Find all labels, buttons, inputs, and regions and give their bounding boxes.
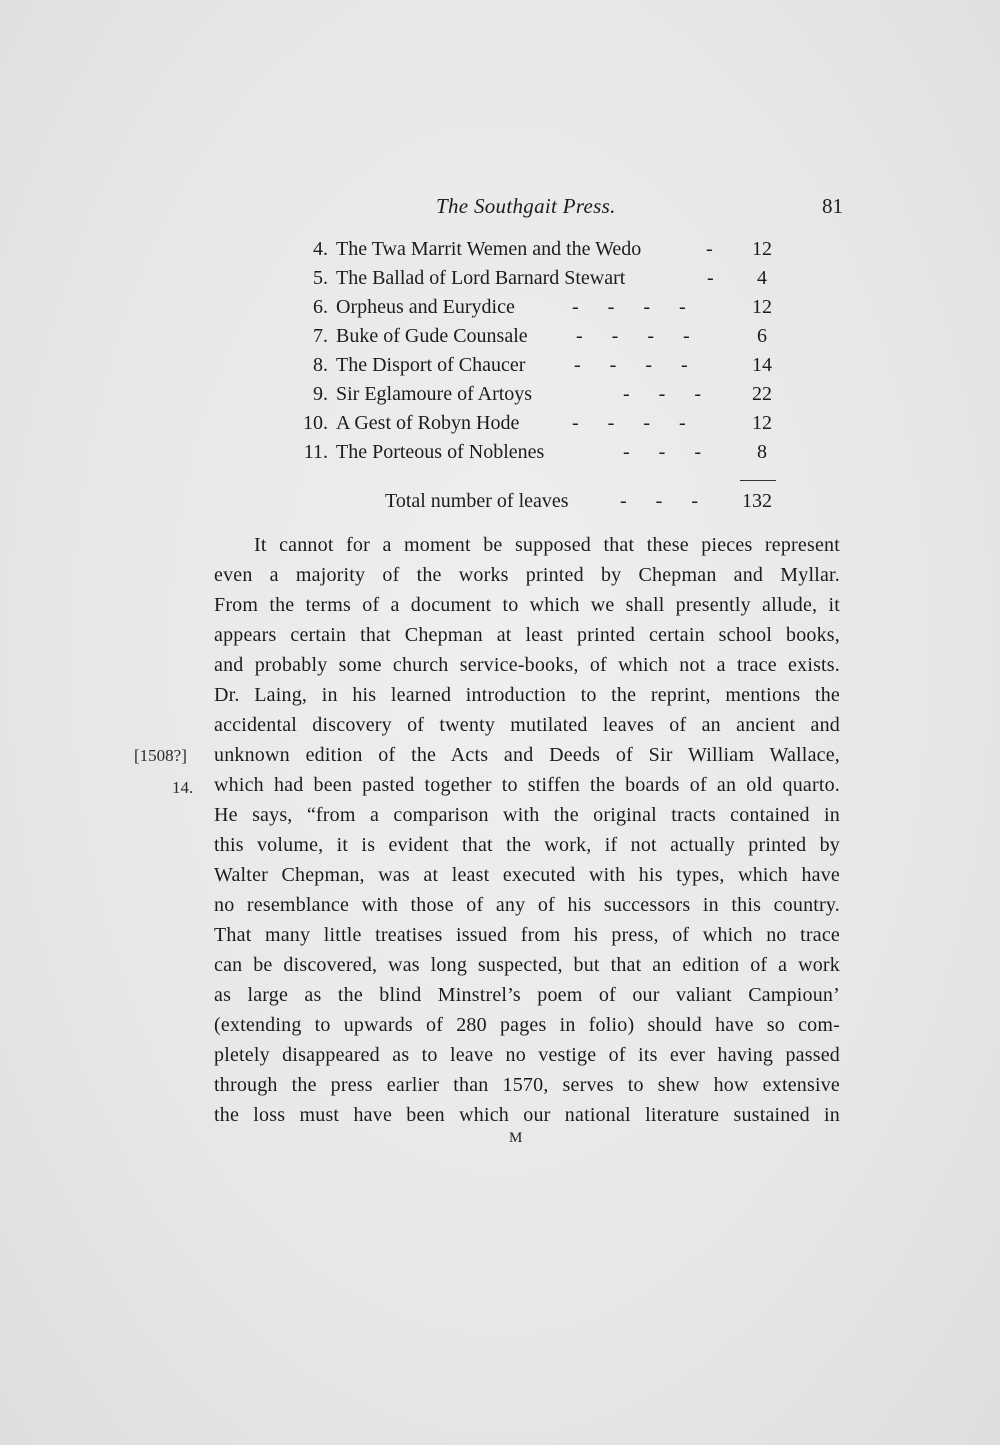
text-line: this volume, it is evident that the work, if not actually printed by — [214, 834, 840, 856]
leaf-count: 14 — [752, 354, 772, 376]
item-title: A Gest of Robyn Hode — [336, 412, 520, 434]
leaf-count: 12 — [752, 296, 772, 318]
margin-note-date: [1508?] — [134, 746, 187, 765]
leaf-count: 22 — [752, 383, 772, 405]
item-number: 5. — [313, 267, 328, 289]
leader-dashes: - - - — [620, 490, 698, 512]
page-number: 81 — [822, 194, 843, 218]
text-line: pletely disappeared as to leave no vestige of its ever having passed — [214, 1044, 840, 1066]
signature-mark: M — [509, 1130, 523, 1146]
running-title: The Southgait Press. — [436, 194, 616, 218]
item-number: 6. — [313, 296, 328, 318]
item-number: 8. — [313, 354, 328, 376]
item-title: Sir Eglamoure of Artoys — [336, 383, 533, 405]
contents-row — [290, 438, 780, 467]
contents-row — [290, 235, 780, 264]
text-line: and probably some church service-books, of which not a trace exists. — [214, 654, 840, 676]
contents-row — [290, 380, 780, 409]
text-line: accidental discovery of twenty mutilated leaves of an ancient and — [214, 714, 840, 736]
leader-dashes: - - - — [623, 383, 701, 405]
running-head — [0, 194, 1000, 224]
leaf-count: 12 — [752, 412, 772, 434]
text-line: He says, “from a comparison with the original tracts contained in — [214, 804, 840, 826]
text-line: From the terms of a document to which we shall presently allude, it — [214, 594, 840, 616]
contents-row — [290, 322, 780, 351]
item-number: 9. — [313, 383, 328, 405]
total-rule — [740, 480, 776, 481]
text-line: no resemblance with those of any of his successors in this country. — [214, 894, 840, 916]
text-line: Dr. Laing, in his learned introduction to the reprint, mentions the — [214, 684, 840, 706]
leader-dashes: - — [706, 238, 713, 260]
text-line: (extending to upwards of 280 pages in folio) should have so com- — [214, 1014, 840, 1036]
item-number: 11. — [303, 441, 328, 463]
contents-row — [290, 264, 780, 293]
item-title: The Porteous of Noblenes — [336, 441, 545, 463]
item-number: 7. — [313, 325, 328, 347]
total-row — [290, 487, 780, 516]
text-line: That many little treatises issued from his press, of which no trace — [214, 924, 840, 946]
margin-note-number: 14. — [172, 778, 194, 797]
leaf-count: 6 — [757, 325, 767, 347]
item-title: Buke of Gude Counsale — [336, 325, 528, 347]
leaf-count: 8 — [757, 441, 767, 463]
contents-row — [290, 351, 780, 380]
text-line: which had been pasted together to stiffen the boards of an old quarto. — [214, 774, 840, 796]
leader-dashes: - - - - — [576, 325, 690, 347]
leaf-count: 12 — [752, 238, 772, 260]
leaf-count: 4 — [757, 267, 767, 289]
item-title: The Twa Marrit Wemen and the Wedo — [336, 238, 642, 260]
contents-row — [290, 293, 780, 322]
text-line: unknown edition of the Acts and Deeds of Sir William Wallace, — [214, 744, 840, 766]
text-line: appears certain that Chepman at least printed certain school books, — [214, 624, 840, 646]
text-line: can be discovered, was long suspected, but that an edition of a work — [214, 954, 840, 976]
text-line: It cannot for a moment be supposed that these pieces represent — [254, 534, 840, 556]
leader-dashes: - - - — [623, 441, 701, 463]
item-title: The Ballad of Lord Barnard Stewart — [336, 267, 626, 289]
total-count: 132 — [742, 490, 772, 512]
body-paragraph — [214, 530, 840, 1130]
leader-dashes: - - - - — [572, 296, 686, 318]
contents-row — [290, 409, 780, 438]
leader-dashes: - — [707, 267, 714, 289]
item-number: 10. — [303, 412, 328, 434]
text-line: through the press earlier than 1570, serves to shew how extensive — [214, 1074, 840, 1096]
text-line: the loss must have been which our national literature sustained in — [214, 1104, 840, 1126]
leader-dashes: - - - - — [572, 412, 686, 434]
text-line: as large as the blind Minstrel’s poem of our valiant Campioun’ — [214, 984, 840, 1006]
item-title: The Disport of Chaucer — [336, 354, 526, 376]
item-number: 4. — [313, 238, 328, 260]
item-title: Orpheus and Eurydice — [336, 296, 515, 318]
leader-dashes: - - - - — [574, 354, 688, 376]
total-label: Total number of leaves — [385, 490, 569, 512]
text-line: Walter Chepman, was at least executed with his types, which have — [214, 864, 840, 886]
text-line: even a majority of the works printed by Chepman and Myllar. — [214, 564, 840, 586]
